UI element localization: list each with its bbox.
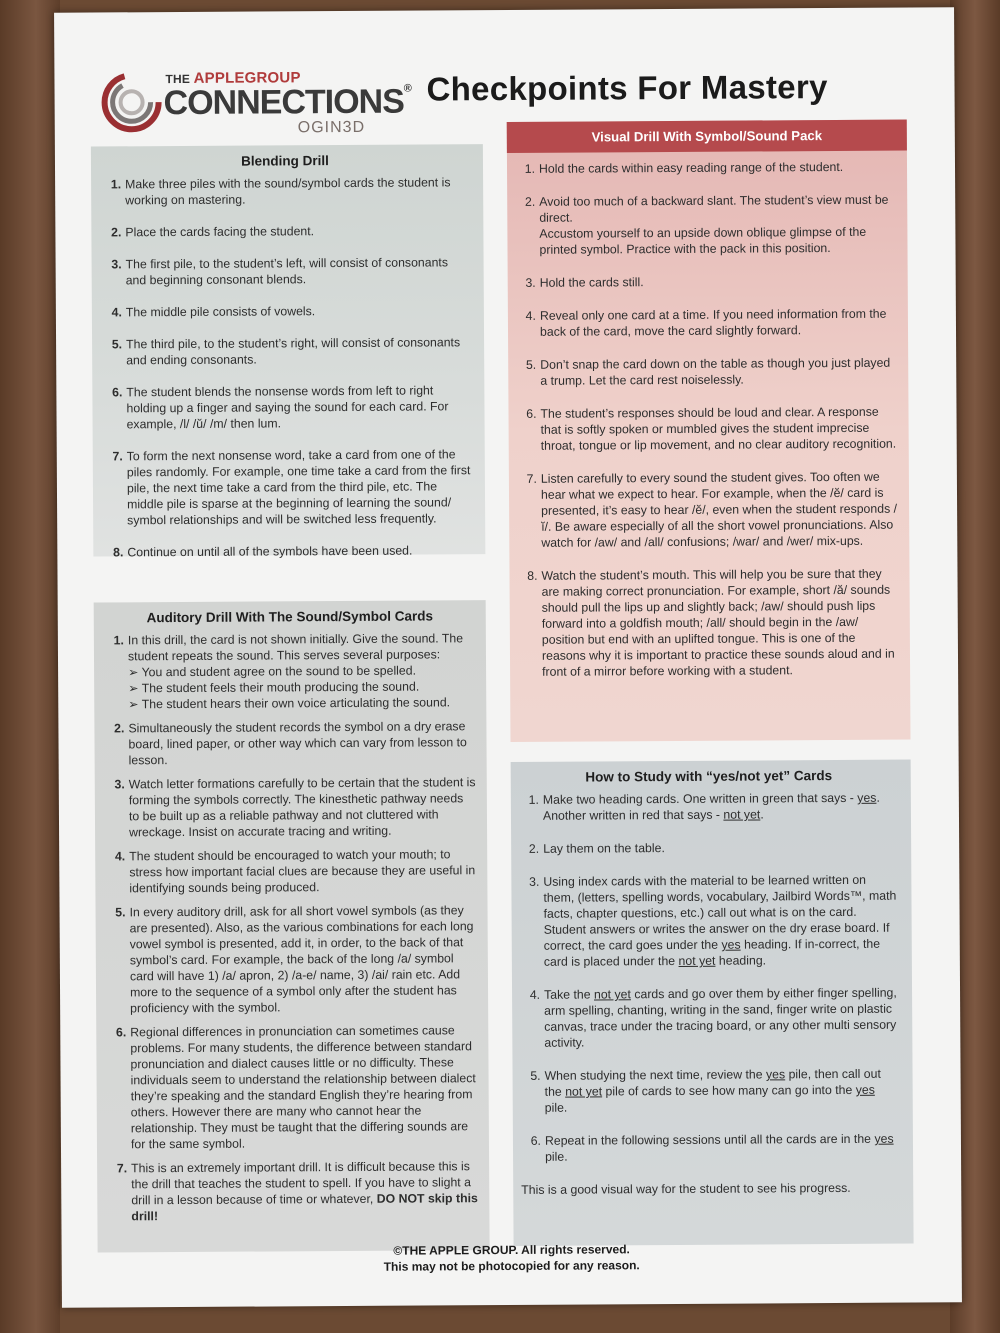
- item-number: 1.: [113, 633, 124, 648]
- auditory-drill-list-end: [107, 1158, 479, 1224]
- item-number: 2.: [528, 841, 540, 856]
- item-text: . Another written in red that says -: [542, 790, 880, 823]
- yes-not-yet-list: [519, 790, 901, 1165]
- auditory-drill-list: [104, 630, 476, 712]
- item-number: 3.: [529, 874, 540, 889]
- item-text: Hold the cards still.: [539, 275, 644, 290]
- yes-word: yes: [857, 790, 877, 805]
- item-number: 1.: [110, 177, 122, 192]
- item-number: 3.: [525, 275, 536, 290]
- list-item: [105, 846, 477, 896]
- sub-item: ➢ The student hears their own voice articulating the sound.: [128, 695, 451, 712]
- item-text: To form the next nonsense word, take a card from one of the piles randomly. For example, one time take a card from the first pile, the next time take a card from the third pile, etc. The middle pile is sparse at the beginning of learning the sound/ symbol relationships and will be switched less frequently.: [126, 447, 471, 528]
- registered-mark: ®: [403, 82, 411, 95]
- item-text: Using index cards with the material to be learned written on them, (letters, spelling words, vocabulary, Jailbird Words™, math facts, chapter questions, etc.) call out what is on the card. Student answers or writes the answer on the dry erase board. If correct, the card goes under the: [543, 872, 897, 953]
- list-item: [519, 790, 899, 824]
- item-number: 3.: [111, 257, 122, 272]
- sub-item: ➢ The student feels their mouth producing the sound.: [128, 679, 420, 696]
- item-text: Repeat in the following sessions until all the cards are in the: [544, 1131, 875, 1148]
- item-number: 2.: [114, 721, 125, 736]
- item-text: When studying the next time, review the: [544, 1067, 767, 1083]
- item-text: Simultaneously the student records the symbol on a dry erase board, lined paper, or other way which can vary from lesson to lesson.: [128, 719, 467, 768]
- item-text: Place the cards facing the student.: [125, 224, 315, 240]
- item-text: The student blends the nonsense words from left to right holding up a finger and saying the sound for each card. For example, /l/ /ŭ/ /m/ then lum.: [126, 383, 449, 432]
- logo-apple: APPLE: [193, 69, 245, 87]
- item-text: Make three piles with the sound/symbol cards the student is working on mastering.: [125, 175, 451, 208]
- list-item: [520, 985, 900, 1051]
- yes-word: yes: [874, 1131, 894, 1146]
- blending-drill-heading: Blending Drill: [241, 153, 329, 169]
- logo-main-word: [163, 83, 411, 124]
- copyright-footer: [62, 1239, 962, 1276]
- list-item: [517, 469, 897, 551]
- item-text: heading.: [715, 953, 767, 968]
- item-text: Make two heading cards. One written in green that says -: [542, 790, 858, 807]
- list-item: [519, 872, 900, 970]
- list-item: [106, 1022, 479, 1152]
- list-item: [103, 542, 471, 560]
- reference-sheet: [54, 7, 962, 1307]
- yes-not-yet-panel: [511, 760, 914, 1246]
- yes-word: yes: [721, 937, 741, 952]
- item-number: 4.: [529, 987, 541, 1002]
- not-yet-word: not yet: [565, 1084, 603, 1099]
- item-text: Watch the student’s mouth. This will help you be sure that they are making correct pronunciation. For example, short /ă/ sounds should pull the lips up and slightly back; /aw/ should push lips forward into a goldfish mouth; /all/ should begin in the /aw/ position but end with an uplifted tongue. This is one of the reasons why it is important to practice these sounds aloud and in front of a mirror before working with a student.: [541, 566, 895, 679]
- list-item: [102, 382, 470, 432]
- item-number: 4.: [114, 849, 126, 864]
- yes-word: yes: [765, 1067, 786, 1082]
- item-emphasis: DO NOT skip this drill!: [131, 1191, 478, 1224]
- item-number: 6.: [112, 385, 123, 400]
- logo-ring-icon: [99, 70, 163, 134]
- item-text: pile, then call out the: [544, 1066, 881, 1099]
- item-number: 7.: [116, 1161, 128, 1176]
- list-item: [101, 222, 469, 240]
- item-text: Continue on until all of the symbols have been used.: [127, 543, 413, 560]
- item-number: 5.: [111, 337, 123, 352]
- item-number: 2.: [111, 225, 122, 240]
- list-item: [521, 1131, 901, 1165]
- item-number: 1.: [524, 161, 536, 176]
- item-text: Listen carefully to every sound the student gives. Too often we hear what we expect to hear. For example, when the /ĕ/ card is presented, it’s easy to hear /ĕ/, even when the student responds /ĭ/. Be aware especially of all the short vowel pronunciations. Also watch for /aw/ and /all/ confusions; /war/ and /wer/ mix-ups.: [540, 469, 898, 550]
- list-item: [102, 254, 470, 288]
- closing-note: This is a good visual way for the student to see his progress.: [521, 1180, 851, 1197]
- item-text: The student should be encouraged to watch your mouth; to stress how important facial clues are because they are useful in identifying sounds being produced.: [129, 847, 476, 896]
- item-number: 7.: [112, 449, 123, 464]
- list-item: [516, 355, 896, 389]
- sub-item: ➢ You and student agree on the sound to be spelled.: [128, 663, 417, 680]
- visual-drill-heading: Visual Drill With Symbol/Sound Pack: [507, 120, 907, 153]
- item-text: pile of cards to see how many can go into the: [602, 1082, 856, 1099]
- logo-subtitle: OGIN3D: [297, 118, 366, 137]
- item-text: pile.: [545, 1149, 568, 1164]
- auditory-drill-heading: Auditory Drill With The Sound/Symbol Cards: [146, 608, 433, 626]
- list-item: [515, 192, 895, 258]
- logo-connections: CONNECTIONS: [163, 82, 404, 123]
- item-text: Lay them on the table.: [543, 841, 665, 856]
- item-text: pile.: [544, 1100, 568, 1115]
- list-item: [516, 273, 896, 291]
- item-text: Reveal only one card at a time. If you need information from the back of the card, move the card slightly forward.: [539, 306, 887, 339]
- auditory-drill-panel: [94, 600, 490, 1252]
- logo-group: GROUP: [244, 69, 301, 87]
- item-text: The first pile, to the student’s left, will consist of consonants and beginning consonant blends.: [125, 255, 449, 288]
- blending-drill-list: [101, 174, 471, 560]
- item-number: 5.: [530, 1068, 541, 1083]
- list-item: [102, 334, 470, 368]
- list-item: [519, 839, 899, 857]
- visual-drill-list-continued: [516, 273, 898, 680]
- auditory-drill-list-continued: [104, 718, 479, 1152]
- apple-group-connections-logo: [99, 63, 419, 145]
- list-item: [107, 1158, 479, 1224]
- yes-not-yet-heading: How to Study with “yes/not yet” Cards: [585, 768, 833, 785]
- list-item: [103, 446, 471, 528]
- copyright-line: ©THE APPLE GROUP. All rights reserved.: [393, 1242, 630, 1258]
- list-item: [105, 774, 477, 840]
- item-number: 1.: [528, 792, 539, 807]
- item-text: heading. If in-correct, the card is placed under the: [543, 936, 881, 969]
- list-item: [517, 566, 898, 680]
- item-text: In this drill, the card is not shown initially. Give the sound. The student repeats the sound. This serves several purposes:: [127, 631, 464, 664]
- item-text: Regional differences in pronunciation can sometimes cause problems. For many students, the difference between standard pronunciation and dialect causes little or no difficulty. These individuals seem to understand the relationship between dialect they’re speaking and the standard English they’re hearing from others. However there are many who cannot hear the relationship. They must be taught that the differing sounds are for the same symbol.: [130, 1023, 476, 1152]
- visual-drill-list: [515, 159, 896, 258]
- item-text: cards and go over them by either finger spelling, arm spelling, chanting, writing in the sand, finger write on plastic canvas, trace under the tracing board, or any other multi sensory activity.: [544, 985, 897, 1050]
- item-number: 3.: [114, 777, 125, 792]
- yes-word: yes: [855, 1082, 875, 1097]
- item-number: 4.: [111, 305, 122, 320]
- list-item: [104, 718, 476, 768]
- list-item: [521, 1066, 901, 1116]
- list-item: [102, 302, 470, 320]
- item-text: The student’s responses should be loud and clear. A response that is softly spoken or mumbled gives the student imprecise throat, tongue or lip movement, and no clear auditory recognition.: [540, 404, 897, 453]
- item-number: 8.: [527, 568, 538, 583]
- item-text: Don’t snap the card down on the table as though you just played a trump. Let the card rest noiselessly.: [540, 355, 891, 388]
- list-item: [516, 306, 896, 340]
- item-text: Take the: [544, 987, 595, 1002]
- page-title: Checkpoints For Mastery: [426, 68, 828, 108]
- visual-drill-panel: [507, 120, 911, 742]
- no-photocopy-line: This may not be photocopied for any reason.: [383, 1258, 640, 1274]
- item-text: The third pile, to the student’s right, will consist of consonants and ending consonants.: [126, 335, 461, 368]
- item-number: 6.: [530, 1133, 541, 1148]
- list-item: [106, 902, 479, 1016]
- item-text-continued: Accustom yourself to an upside down oblique glimpse of the printed symbol. Practice with the pack in this position.: [539, 224, 867, 257]
- item-number: 2.: [524, 194, 536, 209]
- item-text: Watch letter formations carefully to be certain that the student is forming the symbols correctly. The kinesthetic pathway needs to be built up as a reliable pathway and not cluttered with wreckage. Insist on accurate tracing and writing.: [128, 775, 476, 840]
- not-yet-word: not yet: [723, 807, 761, 822]
- item-number: 8.: [113, 545, 124, 560]
- wood-background-left: [0, 0, 60, 1333]
- item-number: 7.: [526, 471, 537, 486]
- item-text: This is an extremely important drill. It is difficult because this is the drill that teaches the student to spell. If you have to slight a drill in a lesson because of time or whatever,: [131, 1159, 471, 1208]
- logo-the: THE: [165, 71, 191, 87]
- item-text: In every auditory drill, ask for all short vowel symbols (as they are presented). Also, as the various combinations for each long vowel symbol is presented, add it, in order, to the back of that symbol’s card. For example, the back of the long /a/ symbol card will have 1) /a/ apron, 2) /a-e/ name, 3) /ai/ rain etc. Add more to the sequence of a symbol only after the student has proficiency with the symbol.: [129, 903, 474, 1016]
- item-text: Hold the cards within easy reading range of the student.: [538, 159, 844, 176]
- item-text: .: [760, 807, 764, 822]
- not-yet-word: not yet: [678, 953, 716, 968]
- item-number: 4.: [525, 308, 536, 323]
- item-number: 5.: [115, 905, 126, 920]
- list-item: [516, 404, 896, 454]
- item-number: 6.: [526, 406, 537, 421]
- item-text: The middle pile consists of vowels.: [125, 304, 316, 320]
- item-number: 6.: [115, 1025, 127, 1040]
- blending-drill-panel: [91, 144, 485, 560]
- item-text: Avoid too much of a backward slant. The student’s view must be direct.: [539, 192, 889, 225]
- item-number: 5.: [525, 357, 537, 372]
- list-item: [101, 174, 469, 208]
- list-item: [515, 159, 895, 177]
- not-yet-word: not yet: [593, 987, 631, 1002]
- list-item: [104, 630, 476, 712]
